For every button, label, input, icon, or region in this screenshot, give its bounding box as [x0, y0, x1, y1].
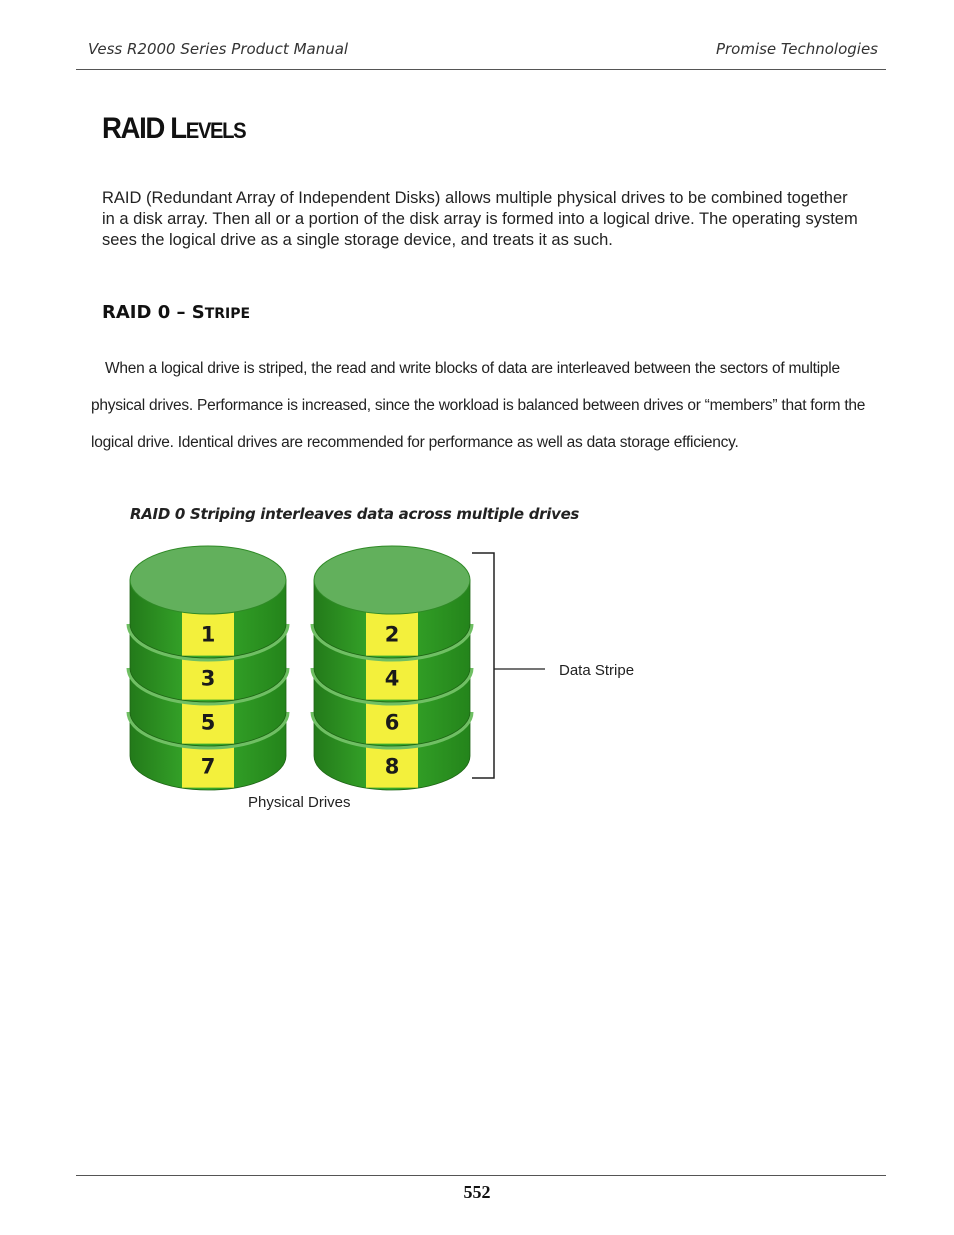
page-title	[102, 112, 245, 146]
physical-drive-1	[130, 546, 286, 790]
physical-drive-2	[314, 546, 470, 790]
block-label: 8	[384, 754, 400, 779]
block-label: 4	[384, 666, 400, 691]
drive-top	[130, 546, 286, 614]
data-stripe-label: Data Stripe	[559, 662, 635, 679]
drives-group	[130, 546, 470, 790]
block-label: 1	[200, 622, 216, 647]
section-title-rest: TRIPE	[204, 306, 251, 322]
physical-drives-label: Physical Drives	[248, 794, 351, 811]
block-label: 3	[200, 666, 216, 691]
drive-top	[314, 546, 470, 614]
block-label: 6	[384, 710, 400, 735]
manual-title: Vess R2000 Series Product Manual	[88, 40, 349, 58]
body-paragraph: When a logical drive is striped, the read and write blocks of data are interleaved between the sectors of multiple physical drives. Performance is increased, since the workload is balanced between drives or “members” that form the logical drive. Identical drives are recommended for performance as well as data storage efficiency.	[91, 360, 866, 451]
block-label: 5	[200, 710, 216, 735]
intro-paragraph: RAID (Redundant Array of Independent Disks) allows multiple physical drives to be combined together in a disk array. Then all or a portion of the disk array is formed into a logical drive. The operating system sees the logical drive as a single storage device, and treats it as such.	[102, 189, 858, 249]
page-title-first: RAID L	[102, 112, 186, 145]
page-title-rest: EVELS	[185, 118, 246, 143]
section-title-first: RAID 0 – S	[102, 302, 205, 323]
data-stripe-bracket	[472, 553, 545, 778]
raid0-diagram	[120, 540, 680, 820]
figure-caption: RAID 0 Striping interleaves data across multiple drives	[130, 505, 580, 523]
block-label: 7	[200, 754, 216, 779]
company-name: Promise Technologies	[715, 40, 878, 58]
page-footer-rule	[76, 1175, 886, 1176]
page-number: 552	[463, 1182, 491, 1202]
page-header	[76, 38, 886, 70]
section-title	[102, 302, 250, 323]
bracket-line	[472, 553, 494, 778]
block-label: 2	[384, 622, 400, 647]
